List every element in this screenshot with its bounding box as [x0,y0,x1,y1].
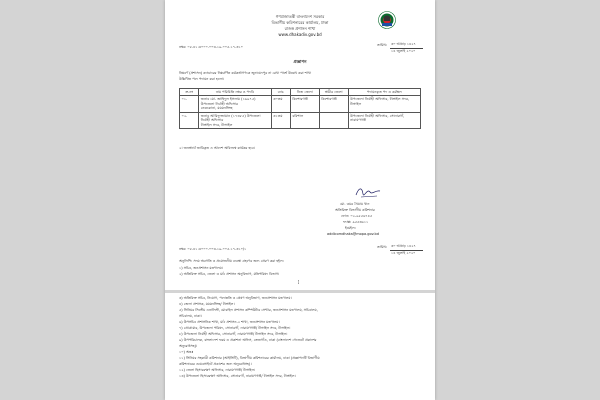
copy-item: ৭) প্রোগ্রামার, উপজেলা পরিষদ, সোনারগাঁ, নারায়ণগঞ্জ/ টাঙ্গাইল সদর, টাঙ্গাইল। [179,326,291,330]
spouse-district-cell: কিশোরগঞ্জ [319,96,348,112]
signatory-name: মো. ওমর খৈয়াম খান [340,202,370,206]
officer-name: জনাব মো. জাহিদুল ইসলাম (১৬৯৭৫) উপজেলা নির্বাহী অফিসার [200,97,256,106]
posting-table [179,88,421,129]
note-text: ২। জনস্বার্থে জারিকৃত এ আদেশ অবিলম্বে কার্যকর হবে। [179,146,255,150]
memo-date-label-copy: তারিখ: [377,245,388,249]
batch-cell: ৩০তম [271,96,290,112]
signature-image [353,184,383,200]
posting-cell: উপজেলা নির্বাহী অফিসার, সোনারগাঁ, নারায়ণগঞ্জ [348,112,420,128]
batch-cell: ৩১তম [271,112,290,128]
intro-text-continued: উল্লিখিত পদে পদায়ন করা হলো। [179,77,225,81]
page-marker: ¦ [298,279,300,284]
memo-date-english: ১৪ জুলাই ২০২০ [391,49,416,53]
header-cell: স্বামীর জেলা [319,89,348,96]
copy-item: ১০) অন্তঃ [179,350,194,354]
header-website: www.dhakadiv.gov.bd [278,32,322,37]
spouse-district-cell [319,112,348,128]
table-row [180,112,421,128]
officer-place: টাঙ্গাইল সদর, টাঙ্গাইল [200,122,233,127]
officer-place: নেত্রকোনা, ময়মনসিংহ [200,106,233,111]
copy-item: ১) সচিব, জনপ্রশাসন মন্ত্রণালয়। [179,266,223,270]
memo-date-bangla-copy: ৩০ আষাঢ় ১৪২৭ [391,244,416,248]
header-cell: নিজ জেলা [290,89,319,96]
posting-cell: উপজেলা নির্বাহী অফিসার, টাঙ্গাইল সদর, টাঙ্গাইল [348,96,420,112]
copy-item: ২) অতিরিক্ত সচিব, জেলা ও মাঠ প্রশাসন অনুবিভাগ, মন্ত্রিপরিষদ বিভাগ। [179,272,280,276]
table-header-row [180,89,421,96]
memo-number-copy: নম্বর: ০৫.৪১.৩০০০.০০৩.১৯.০০৫.১৭.৩১০/১ [179,247,247,251]
copy-item: ৩) অতিরিক্ত সচিব, নিয়োগ, পদোন্নতি ও প্রেষণ অনুবিভাগ, জনপ্রশাসন মন্ত্রণালয়। [179,296,292,300]
signatory-fax: ফ্যাক্স: ৯৫৫৩৬১১ [343,220,369,224]
signatory-phone: ফোন: ০২-৯৫৫৬৭৪৫ [341,214,373,218]
copy-item: সচিবালয়, ঢাকা। [179,314,202,318]
home-district-cell: কিশোরগঞ্জ [290,96,319,112]
copy-item: ৬) উপসচিব প্রশাসনিক শাখা, মাঠ প্রশাসন-২ শাখা, জনপ্রশাসন মন্ত্রণালয়। [179,320,280,324]
memo-date-label: তারিখ: [377,43,388,47]
header-line-1: গণপ্রজাতন্ত্রী বাংলাদেশ সরকার [275,14,325,19]
copy-item: ৮) উপজেলা নির্বাহী অফিসার, সোনারগাঁ, নারায়ণগঞ্জ/ টাঙ্গাইল সদর, টাঙ্গাইল। [179,332,288,336]
header-cell: নাম পরিচিতি নম্বর ও পদবি [199,89,271,96]
copy-intro: অনুলিপি: সদয় অবগতি ও প্রয়োজনীয় ব্যবস্থা গ্রহণের জন্য প্রেরণ করা হইল: [179,259,284,263]
table-row [180,96,421,112]
intro-text: নিম্নবর্ণ (প্রশাসন) ক্যাডারের নিম্নবর্ণিত কর্মকর্তাগণকে জুনায়েদপুর না রেখা পার্শ্বে উল্লেখ করা শাখা [179,71,312,75]
copy-item: ১২) জেলা হিসাবরক্ষণ অফিসার, নারায়ণগঞ্জ/ টাঙ্গাইল। [179,368,256,372]
copy-item: ৯) উপপরিচালক, বাংলাদেশ ফরম ও প্রকাশনা অফিস, তেজগাঁও, ঢাকা (বাংলাদেশ গেজেটে প্রকাশের [179,338,317,342]
copy-item: অনুরোধসহ)। [179,344,198,348]
row-number: ০২. [180,112,199,128]
officer-cell [199,112,271,128]
header-cell: পদায়নকৃত পদ ও কর্মস্থল [348,89,420,96]
officer-name: জনাব আরিফুজ্জামান (১৭৩৮৫) উপজেলা নির্বাহী অফিসার [200,113,261,123]
memo-date-english-copy: ১৪ জুলাই ২০২০ [391,251,416,255]
memo-number: নম্বর: ০৫.৪১.৩০০০.০০৩.১৯.০০৫.১৭.৩১০ [179,45,243,49]
header-line-2: বিভাগীয় কমিশনারের কার্যালয়, ঢাকা [271,20,329,25]
copy-item: ৪) জেলা প্রশাসক, ময়মনসিংহ/ টাঙ্গাইল। [179,302,235,306]
signatory-title: অতিরিক্ত বিভাগীয় কমিশনার [335,208,375,212]
memo-date-bangla: ৩০ আষাঢ় ১৪২৭ [391,42,416,46]
copy-item: ১৩) উপজেলা হিসাবরক্ষণ অফিসার, সোনারগাঁ, নারায়ণগঞ্জ/ টাঙ্গাইল সদর, টাঙ্গাইল। [179,374,296,378]
header-cell: ক্র.নং [180,89,199,96]
row-number: ০১. [180,96,199,112]
home-district-cell: বরিশাল [290,112,319,128]
copy-item: ১১) সিনিয়র সহকারী কমিশনার (আইসিটি), বিভাগীয় কমিশনারের কার্যালয়, ঢাকা (প্রজ্ঞাপনটি বিভাগীয় [179,356,320,360]
officer-cell [199,96,271,112]
document-title: প্রজ্ঞাপন [293,59,307,64]
document-page-2 [165,293,435,400]
copy-item: কমিশনারের ওয়েবসাইটে প্রকাশের জন্য অনুরোধসহ)। [179,362,252,366]
signatory-email: addlcomdhaka@mopa.gov.bd [327,232,379,236]
header-line-3: রাজস্ব প্রশাসন শাখা [284,26,316,31]
copy-item: ৫) সিনিয়র সিস্টেম এনালিস্ট, মোবাইল প্রশাসন কম্পিউটার সেন্টার, জনপ্রশাসন মন্ত্রণালয়, সচিবালয়, [179,308,318,312]
signatory-email-label: ইমেইল: [345,226,356,230]
header-cell: ব্যাচ [271,89,290,96]
